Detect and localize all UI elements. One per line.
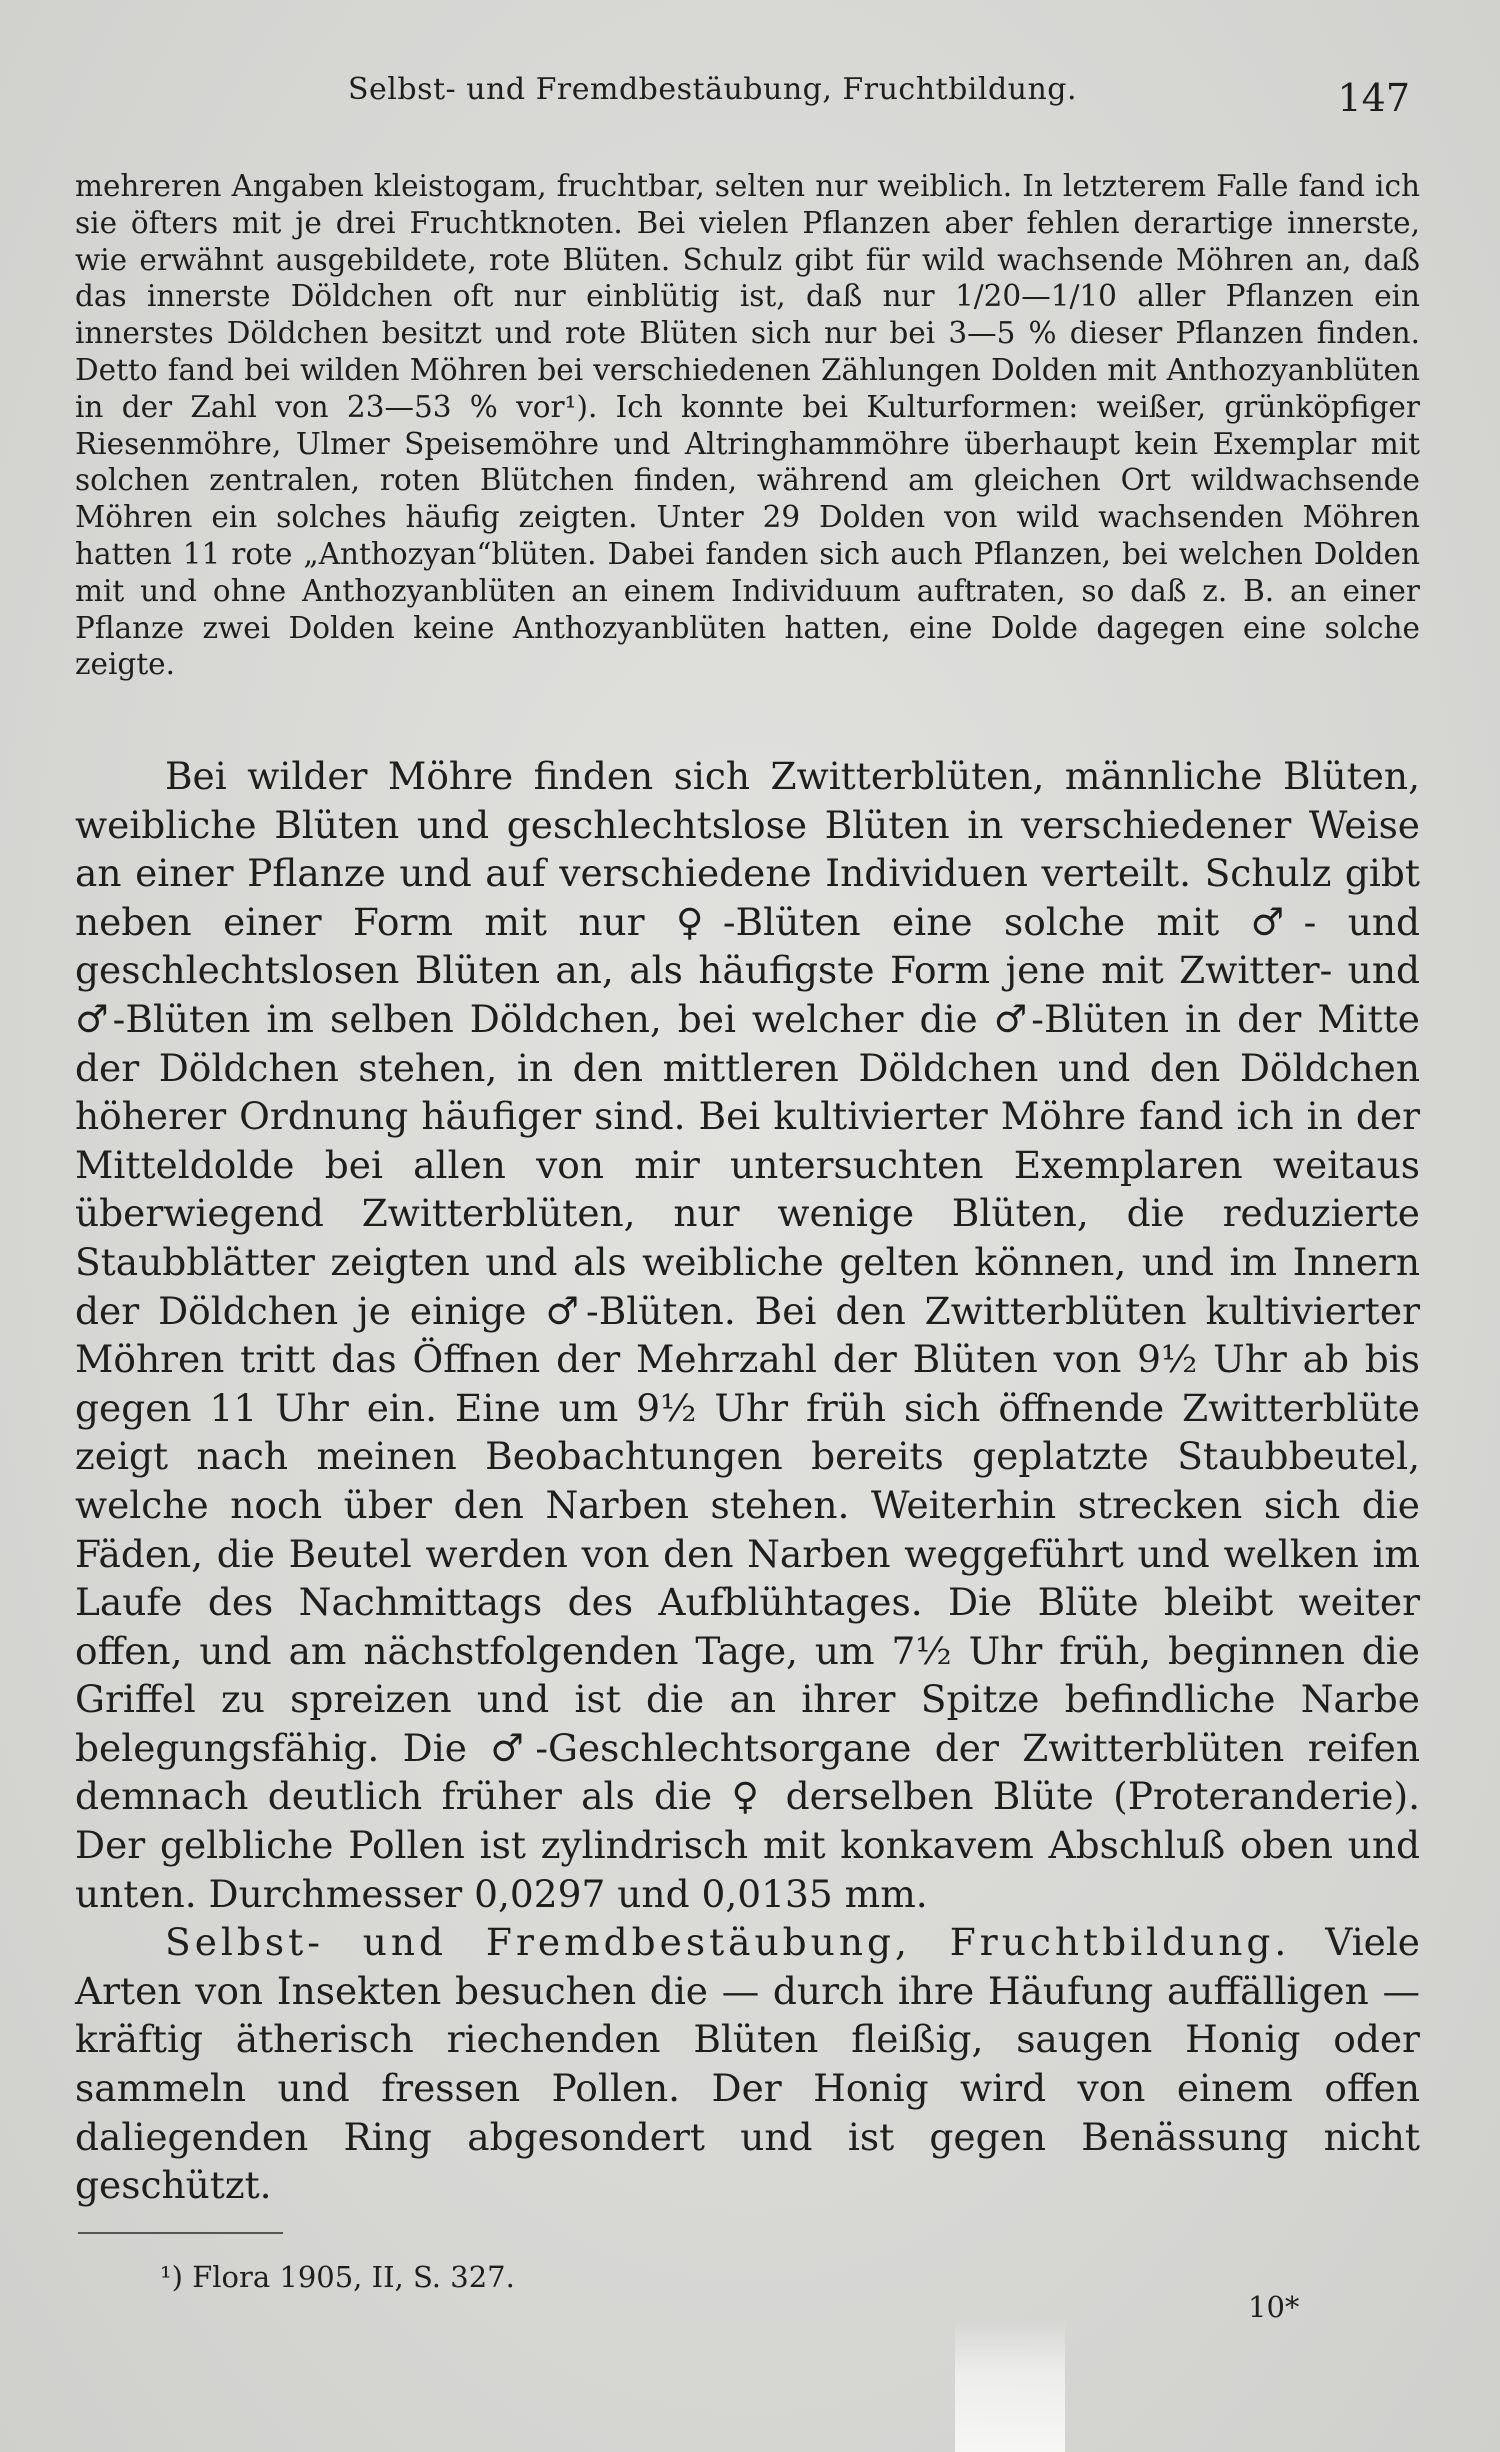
scan-smudge <box>955 2320 1065 2452</box>
signature-mark: 10* <box>1248 2290 1300 2324</box>
section-heading-inline: Selbst- und Fremdbestäubung, Fruchtbildung. <box>165 1920 1291 1965</box>
paragraph-pollination <box>75 1918 1420 2210</box>
page-header <box>78 72 1410 132</box>
paragraph-pollination-text: Viele Arten von Insekten besuchen die — durch ihre Häufung auffälligen — kräftig ätherisch riechenden Blüten fleißig, saugen Honig oder sammeln und fressen Pollen. Der Honig wird von einem offen daliegenden Ring abgesondert und ist gegen Benässung nicht geschützt. <box>75 1920 1421 2208</box>
footnote: ¹) Flora 1905, II, S. 327. <box>160 2260 515 2294</box>
footnote-rule <box>78 2232 283 2234</box>
running-title: Selbst- und Fremdbestäubung, Fruchtbildung. <box>348 72 1078 107</box>
paragraph-wild-carrot: Bei wilder Möhre finden sich Zwitterblüten, männliche Blüten, weibliche Blüten und geschlechtslose Blüten in verschiedener Weise an einer Pflanze und auf verschiedene Individuen verteilt. Schulz gibt neben einer Form mit nur ♀-Blüten eine solche mit ♂- und geschlechtslosen Blüten an, als häufigste Form jene mit Zwitter- und ♂-Blüten im selben Döldchen, bei welcher die ♂-Blüten in der Mitte der Döldchen stehen, in den mittleren Döldchen und den Döldchen höherer Ordnung häufiger sind. Bei kultivierter Möhre fand ich in der Mitteldolde bei allen von mir untersuchten Exemplaren weitaus überwiegend Zwitterblüten, nur wenige Blüten, die reduzierte Staubblätter zeigten und als weibliche gelten können, und im Innern der Döldchen je einige ♂-Blüten. Bei den Zwitterblüten kultivierter Möhren tritt das Öffnen der Mehrzahl der Blüten von 9½ Uhr ab bis gegen 11 Uhr ein. Eine um 9½ Uhr früh sich öffnende Zwitterblüte zeigt nach meinen Beobachtungen bereits geplatzte Staubbeutel, welche noch über den Narben stehen. Weiterhin strecken sich die Fäden, die Beutel werden von den Narben weggeführt und welken im Laufe des Nachmittags des Aufblühtages. Die Blüte bleibt weiter offen, und am nächstfolgenden Tage, um 7½ Uhr früh, beginnen die Griffel zu spreizen und ist die an ihrer Spitze befindliche Narbe belegungsfähig. Die ♂-Geschlechtsorgane der Zwitterblüten reifen demnach deutlich früher als die ♀ derselben Blüte (Proteranderie). Der gelbliche Pollen ist zylindrisch mit konkavem Abschluß oben und unten. Durchmesser 0,0297 und 0,0135 mm. <box>75 754 1420 1916</box>
page-number: 147 <box>1337 76 1410 120</box>
small-print-paragraph <box>75 168 1420 683</box>
main-text <box>75 752 1420 2210</box>
small-paragraph-text: mehreren Angaben kleistogam, fruchtbar, selten nur weiblich. In letzterem Falle fand ich sie öfters mit je drei Fruchtknoten. Bei vielen Pflanzen aber fehlen derartige innerste, wie erwähnt ausgebildete, rote Blüten. Schulz gibt für wild wachsende Möhren an, daß das innerste Döldchen oft nur einblütig ist, daß nur 1/20—1/10 aller Pflanzen ein innerstes Döldchen besitzt und rote Blüten sich nur bei 3—5 % dieser Pflanzen finden. Detto fand bei wilden Möhren bei verschiedenen Zählungen Dolden mit Anthozyanblüten in der Zahl von 23—53 % vor¹). Ich konnte bei Kulturformen: weißer, grünköpfiger Riesenmöhre, Ulmer Speisemöhre und Altringhammöhre überhaupt kein Exemplar mit solchen zentralen, roten Blütchen finden, während am gleichen Ort wildwachsende Möhren ein solches häufig zeigten. Unter 29 Dolden von wild wachsenden Möhren hatten 11 rote „Anthozyan“blüten. Dabei fanden sich auch Pflanzen, bei welchen Dolden mit und ohne Anthozyanblüten an einem Individuum auftraten, so daß z. B. an einer Pflanze zwei Dolden keine Anthozyanblüten hatten, eine Dolde dagegen eine solche zeigte. <box>75 169 1420 682</box>
